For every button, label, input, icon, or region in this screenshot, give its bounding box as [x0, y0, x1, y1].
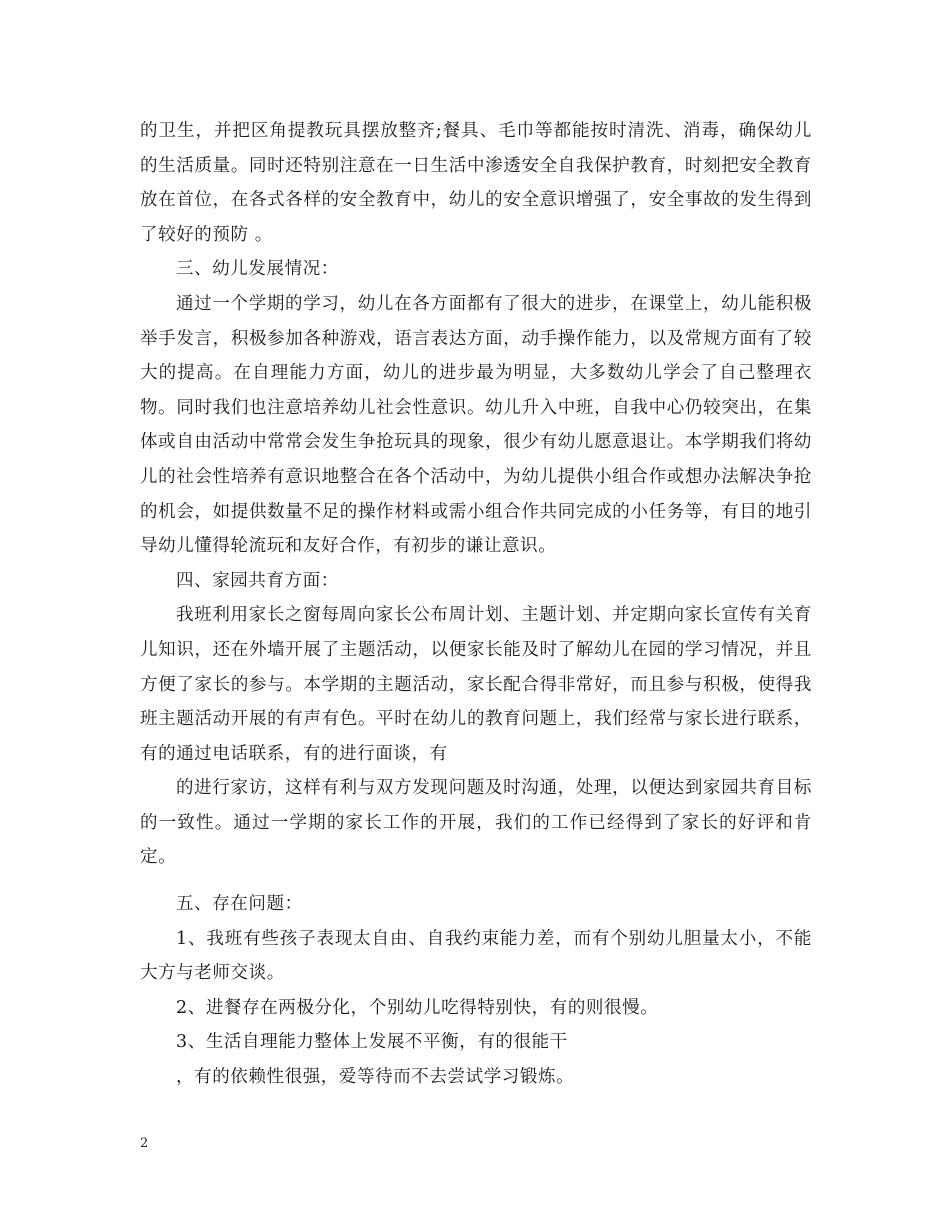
document-body — [140, 114, 812, 1095]
heading-child-development: 三、幼儿发展情况： — [176, 259, 339, 280]
problem-item-3: 3、生活自理能力整体上发展不平衡，有的很能干 — [176, 1032, 568, 1053]
paragraph-home-school-part1: 我班利用家长之窗每周向家长公布周计划、主题计划、并定期向家长宣传有关育儿知识，还在外墙开展了主题活动，以便家长能及时了解幼儿在园的学习情况，并且方便了家长的参与。本学期的主题活动，家长配合得非常好，而且参与积极，使得我班主题活动开展的有声有色。平时在幼儿的教育问题上，我们经常与家长进行联系，有的通过电话联系，有的进行面谈，有 — [140, 605, 812, 764]
spacer — [140, 875, 812, 887]
paragraph-home-school-part2: 的进行家访，这样有利与双方发现问题及时沟通，处理，以便达到家园共育目标的一致性。通过一学期的家长工作的开展，我们的工作已经得到了家长的好评和肯定。 — [140, 778, 812, 868]
problem-item-3-continued: ，有的依赖性很强，爱等待而不去尝试学习锻炼。 — [176, 1067, 575, 1088]
heading-existing-problems: 五、存在问题： — [176, 894, 303, 915]
heading-home-school: 四、家园共育方面： — [176, 570, 339, 591]
paragraph-hygiene-safety: 的卫生，并把区角提教玩具摆放整齐;餐具、毛巾等都能按时清洗、消毒，确保幼儿的生活质量。同时还特别注意在一日生活中渗透安全自我保护教育，时刻把安全教育放在首位，在各式各样的安全教育中，幼儿的安全意识增强了，安全事故的发生得到了较好的预防 。 — [140, 121, 812, 245]
problem-item-2: 2、进餐存在两极分化，个别幼儿吃得特别快，有的则很慢。 — [176, 997, 659, 1018]
page-number: 2 — [140, 1136, 149, 1151]
problem-item-1: 1、我班有些孩子表现太自由、自我约束能力差，而有个别幼儿胆量太小，不能大方与老师交谈。 — [140, 928, 812, 984]
paragraph-child-development: 通过一个学期的学习，幼儿在各方面都有了很大的进步，在课堂上，幼儿能积极举手发言，积极参加各种游戏，语言表达方面，动手操作能力，以及常规方面有了较大的提高。在自理能力方面，幼儿的进步最为明显，大多数幼儿学会了自己整理衣物。同时我们也注意培养幼儿社会性意识。幼儿升入中班，自我中心仍较突出，在集体或自由活动中常常会发生争抢玩具的现象，很少有幼儿愿意退让。本学期我们将幼儿的社会性培养有意识地整合在各个活动中，为幼儿提供小组合作或想办法解决争抢的机会，如提供数量不足的操作材料或需小组合作共同完成的小任务等，有目的地引导幼儿懂得轮流玩和友好合作，有初步的谦让意识。 — [140, 293, 812, 557]
